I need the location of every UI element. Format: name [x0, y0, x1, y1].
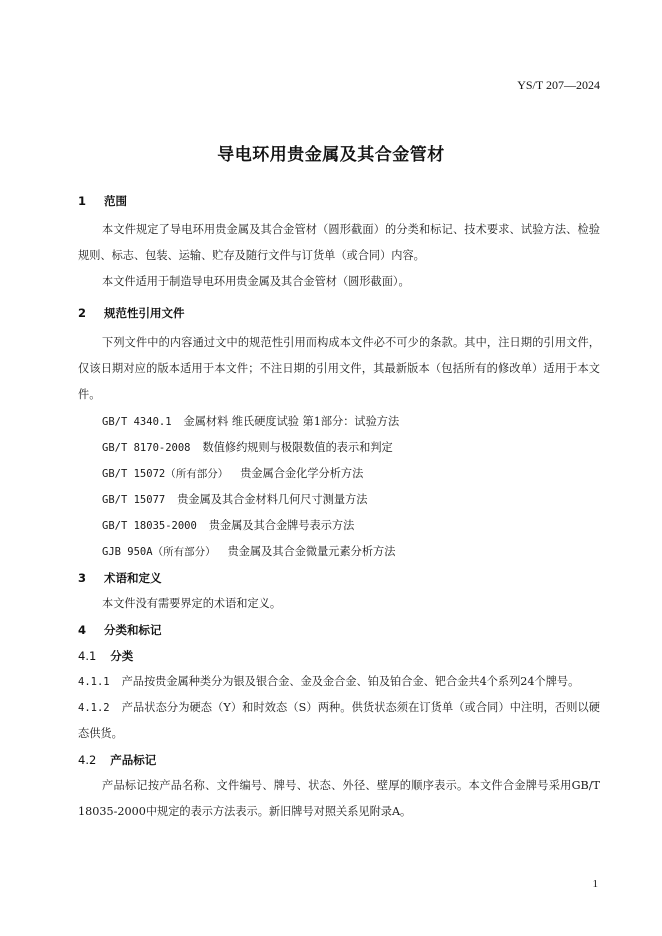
subsection-title: 产品标记	[110, 753, 157, 767]
reference-title: 数值修约规则与极限数值的表示和判定	[202, 441, 393, 454]
normative-references-list	[102, 409, 399, 565]
section-4-heading	[78, 622, 162, 638]
reference-title: 贵金属及其合金牌号表示方法	[208, 519, 355, 532]
reference-code: GB/T 15077	[102, 494, 166, 506]
clause-4-1-1	[78, 669, 600, 695]
section-1-paragraph-1: 本文件规定了导电环用贵金属及其合金管材（圆形截面）的分类和标记、技术要求、试验方法、检验规则、标志、包装、运输、贮存及随行文件与订货单（或合同）内容。	[78, 223, 600, 262]
subsection-number: 4.1	[78, 649, 97, 663]
reference-item	[102, 409, 399, 435]
section-number: 4	[78, 623, 87, 637]
reference-title: 贵金属合金化学分析方法	[240, 467, 364, 480]
reference-title: 贵金属及其合金材料几何尺寸测量方法	[177, 493, 368, 506]
section-title: 分类和标记	[104, 623, 162, 637]
reference-code: GB/T 8170-2008	[102, 442, 191, 454]
clause-number: 4.1.1	[78, 676, 110, 688]
reference-item	[102, 513, 399, 539]
subsection-4-2-paragraph: 产品标记按产品名称、文件编号、牌号、状态、外径、壁厚的顺序表示。本文件合金牌号采用GB/T 18035-2000中规定的表示方法表示。新旧牌号对照关系见附录A。	[78, 779, 600, 818]
section-3-heading	[78, 570, 162, 586]
reference-code: GJB 950A（所有部分）	[102, 546, 216, 558]
reference-code: GB/T 15072（所有部分）	[102, 468, 229, 480]
section-1-heading	[78, 193, 127, 209]
section-2-paragraph-1: 下列文件中的内容通过文中的规范性引用而构成本文件必不可少的条款。其中，注日期的引用文件，仅该日期对应的版本适用于本文件；不注日期的引用文件，其最新版本（包括所有的修改单）适用于本文件。	[78, 336, 600, 401]
section-2-heading	[78, 305, 185, 321]
subsection-4-1-heading	[78, 648, 133, 664]
subsection-4-2-heading	[78, 752, 156, 768]
page-number: 1	[592, 878, 598, 890]
reference-item	[102, 487, 399, 513]
reference-item	[102, 435, 399, 461]
section-number: 3	[78, 571, 87, 585]
reference-title: 贵金属及其合金微量元素分析方法	[227, 545, 396, 558]
clause-4-1-2	[78, 695, 600, 747]
reference-code: GB/T 18035-2000	[102, 520, 197, 532]
section-title: 术语和定义	[104, 571, 162, 585]
section-number: 1	[78, 194, 87, 208]
section-number: 2	[78, 306, 87, 320]
reference-item	[102, 461, 399, 487]
reference-title: 金属材料 维氏硬度试验 第1部分：试验方法	[183, 415, 400, 428]
clause-text: 产品按贵金属种类分为银及银合金、金及金合金、铂及铂合金、钯合金共4个系列24个牌号。	[121, 675, 580, 688]
clause-number: 4.1.2	[78, 702, 110, 714]
section-title: 规范性引用文件	[104, 306, 185, 320]
reference-item	[102, 539, 399, 565]
standard-code: YS/T 207—2024	[517, 78, 600, 92]
subsection-number: 4.2	[78, 753, 97, 767]
clause-text: 产品状态分为硬态（Y）和时效态（S）两种。供货状态须在订货单（或合同）中注明，否则以硬态供货。	[78, 701, 600, 740]
reference-code: GB/T 4340.1	[102, 416, 172, 428]
section-3-paragraph-1: 本文件没有需要界定的术语和定义。	[102, 597, 282, 610]
section-title: 范围	[104, 194, 128, 208]
section-1-paragraph-2: 本文件适用于制造导电环用贵金属及其合金管材（圆形截面）。	[102, 275, 410, 288]
document-title: 导电环用贵金属及其合金管材	[217, 145, 445, 165]
subsection-title: 分类	[110, 649, 134, 663]
